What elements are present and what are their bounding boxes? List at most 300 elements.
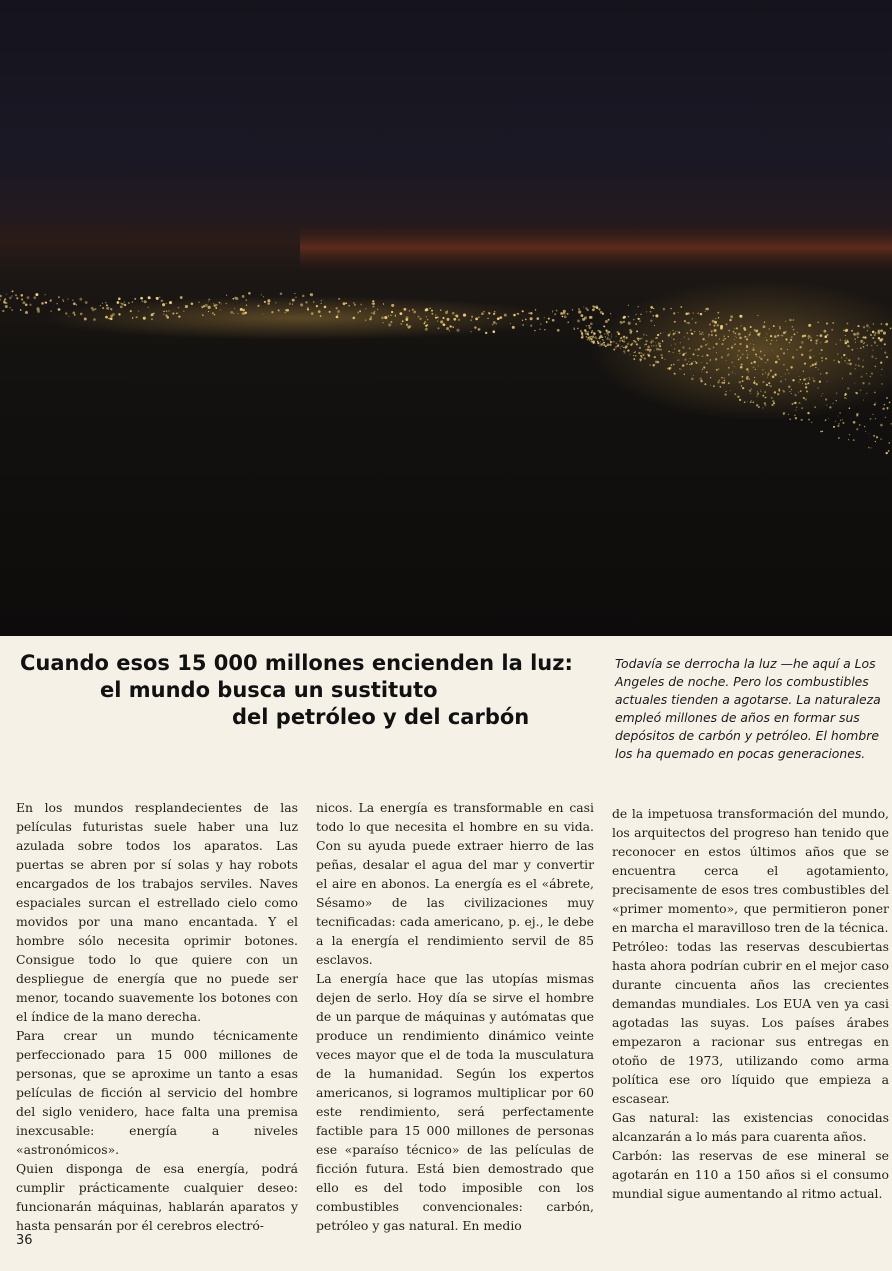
city-light	[552, 310, 553, 311]
city-light	[773, 325, 775, 327]
city-light	[72, 311, 75, 314]
city-light	[826, 405, 827, 406]
city-light	[739, 343, 741, 345]
city-light	[843, 330, 845, 332]
city-light	[136, 316, 138, 318]
city-light	[405, 318, 408, 321]
city-light	[753, 347, 754, 348]
city-light	[838, 437, 840, 439]
city-light	[738, 350, 740, 352]
city-light	[130, 310, 132, 312]
city-light	[544, 317, 545, 318]
city-light	[844, 360, 845, 361]
city-light	[84, 318, 87, 321]
city-light	[639, 338, 641, 340]
city-light	[805, 383, 807, 385]
city-light	[815, 340, 817, 342]
city-light	[12, 290, 14, 292]
city-light	[11, 295, 12, 296]
city-light	[395, 315, 396, 316]
city-light	[758, 406, 760, 408]
city-light	[443, 323, 445, 325]
city-light	[758, 382, 759, 383]
city-light	[703, 334, 704, 335]
city-light	[230, 311, 233, 314]
city-light	[455, 315, 458, 318]
city-light	[789, 319, 791, 321]
city-light	[888, 450, 890, 452]
city-light	[21, 298, 23, 300]
city-light	[660, 333, 661, 334]
city-light	[789, 391, 790, 392]
city-light	[214, 314, 216, 316]
city-light	[793, 319, 795, 321]
city-light	[862, 359, 863, 360]
city-light	[647, 346, 650, 349]
city-light	[822, 393, 823, 394]
city-light	[638, 306, 639, 307]
city-light	[621, 346, 622, 347]
city-light	[768, 382, 770, 384]
city-light	[106, 304, 108, 306]
city-light	[627, 349, 629, 351]
city-light	[11, 309, 13, 311]
city-light	[737, 355, 739, 357]
city-light	[748, 371, 749, 372]
city-light	[617, 345, 619, 347]
city-light	[452, 312, 455, 315]
city-light	[639, 359, 641, 361]
city-light	[336, 307, 338, 309]
city-light	[855, 364, 857, 366]
city-light	[591, 330, 593, 332]
city-light	[124, 304, 126, 306]
city-light	[705, 340, 706, 341]
city-light	[310, 293, 313, 296]
city-light	[5, 305, 8, 308]
city-light	[588, 334, 589, 335]
city-light	[760, 358, 762, 360]
paragraph: de la impetuosa transformación del mundo, los arquitectos del progreso han tenido que reconocer en estos últimos años que se encuentra cerca el agotamiento, precisamente de esos tres combustibles del «primer momento», que permitieron poner en marcha el maravilloso tren de la técnica.	[612, 806, 889, 935]
city-light	[620, 321, 623, 324]
city-light	[846, 398, 847, 399]
city-light	[777, 393, 779, 395]
city-light	[600, 331, 602, 333]
city-light	[437, 327, 439, 329]
city-light	[878, 338, 880, 340]
city-light	[605, 346, 606, 347]
city-light	[770, 397, 772, 399]
city-light	[653, 345, 655, 347]
city-light	[673, 339, 675, 341]
city-light	[768, 372, 770, 374]
city-light	[884, 343, 886, 345]
city-light	[810, 337, 811, 338]
city-light	[774, 391, 776, 393]
city-light	[700, 313, 702, 315]
city-light	[372, 300, 374, 302]
city-light	[742, 380, 744, 382]
city-light	[435, 315, 436, 316]
city-light	[794, 402, 796, 404]
city-light	[734, 336, 735, 337]
city-light	[691, 378, 694, 381]
city-light	[525, 319, 527, 321]
city-light	[796, 406, 798, 408]
city-light	[695, 362, 697, 364]
city-light	[728, 367, 730, 369]
city-light	[144, 300, 147, 303]
city-light	[686, 332, 688, 334]
city-light	[779, 327, 781, 329]
city-light	[746, 357, 748, 359]
city-light	[872, 331, 875, 334]
city-light	[580, 330, 582, 332]
city-light	[862, 366, 864, 368]
city-light	[703, 366, 705, 368]
city-light	[693, 361, 694, 362]
city-light	[381, 316, 384, 319]
city-light	[766, 340, 767, 341]
city-light	[679, 368, 680, 369]
city-light	[728, 330, 730, 332]
city-light	[750, 343, 751, 344]
city-light	[242, 309, 245, 312]
city-light	[872, 337, 874, 339]
city-light	[857, 348, 858, 349]
city-light	[875, 332, 877, 334]
city-light	[584, 316, 587, 319]
city-light	[813, 380, 816, 383]
city-light	[205, 304, 208, 307]
city-light	[0, 295, 2, 298]
city-light	[759, 332, 761, 334]
city-light	[132, 318, 133, 319]
city-light	[219, 302, 221, 304]
city-light	[743, 327, 745, 329]
city-light	[546, 321, 548, 323]
city-light	[720, 386, 721, 387]
city-light	[607, 332, 610, 335]
city-light	[861, 376, 863, 378]
city-light	[694, 331, 695, 332]
city-light	[774, 335, 777, 338]
city-light	[25, 311, 28, 314]
city-light	[874, 392, 876, 394]
city-light	[313, 301, 314, 302]
city-light	[739, 381, 741, 383]
city-light	[851, 330, 853, 332]
city-light	[660, 349, 662, 351]
city-light	[307, 307, 308, 308]
city-light	[860, 389, 862, 391]
city-light	[662, 341, 664, 343]
city-light	[481, 312, 484, 315]
city-light	[817, 322, 819, 324]
city-light	[68, 316, 69, 317]
city-light	[124, 301, 125, 302]
city-light	[708, 336, 709, 337]
city-light	[623, 341, 625, 343]
city-light	[807, 382, 809, 384]
city-light	[20, 309, 22, 311]
city-light	[370, 316, 372, 318]
city-light	[808, 335, 811, 338]
city-light	[855, 342, 856, 343]
city-light	[751, 400, 753, 402]
city-light	[794, 333, 796, 335]
city-light	[688, 361, 689, 362]
city-light	[497, 317, 500, 320]
city-light	[839, 412, 841, 414]
city-light	[653, 340, 655, 342]
city-light	[100, 305, 101, 306]
city-light	[813, 356, 814, 357]
city-light	[646, 311, 647, 312]
city-light	[730, 390, 731, 391]
city-light	[711, 334, 713, 336]
city-light	[874, 341, 876, 343]
city-light	[594, 333, 596, 335]
city-light	[667, 334, 670, 337]
city-light	[278, 309, 280, 311]
city-light	[889, 402, 891, 404]
city-light	[168, 310, 170, 312]
city-light	[749, 334, 751, 336]
city-light	[772, 350, 773, 351]
city-light	[749, 390, 751, 392]
city-light	[589, 340, 590, 341]
city-light	[623, 321, 625, 323]
city-light	[148, 296, 151, 299]
city-light	[672, 333, 674, 335]
city-light	[556, 310, 558, 312]
city-light	[739, 315, 742, 318]
city-light	[865, 431, 866, 432]
city-light	[871, 345, 873, 347]
city-light	[695, 361, 696, 362]
city-light	[779, 390, 781, 392]
city-light	[716, 369, 718, 371]
city-light	[838, 423, 840, 425]
city-light	[757, 315, 758, 316]
city-light	[650, 311, 652, 313]
city-light	[682, 346, 684, 348]
city-light	[406, 324, 408, 326]
city-light	[809, 356, 812, 359]
city-light	[655, 361, 658, 364]
city-light	[687, 322, 690, 325]
city-light	[656, 337, 657, 338]
city-light	[734, 343, 736, 345]
city-light	[792, 379, 794, 381]
city-light	[693, 375, 694, 376]
city-light	[102, 303, 103, 304]
city-light	[802, 335, 804, 337]
city-light	[110, 318, 113, 321]
city-light	[869, 327, 870, 328]
city-light	[877, 345, 878, 346]
city-light	[802, 383, 803, 384]
city-light	[353, 302, 355, 304]
city-light	[35, 293, 38, 296]
city-light	[6, 294, 7, 295]
city-light	[717, 381, 719, 383]
city-light	[862, 382, 864, 384]
city-light	[692, 318, 693, 319]
city-light	[311, 312, 314, 315]
city-light	[557, 329, 560, 332]
city-light	[729, 319, 731, 321]
city-light	[837, 353, 839, 355]
city-light	[693, 312, 694, 313]
city-light	[786, 369, 787, 370]
city-light	[633, 355, 634, 356]
city-light	[645, 340, 647, 342]
city-light	[708, 348, 709, 349]
city-light	[723, 382, 725, 384]
city-light	[827, 381, 828, 382]
city-light	[578, 308, 580, 310]
city-light	[587, 339, 588, 340]
city-light	[620, 338, 621, 339]
city-light	[105, 302, 107, 304]
paragraph: La energía hace que las utopías mismas dejen de serlo. Hoy día se sirve el hombre de un parque de máquinas y autómatas que produce un rendimiento dinámico veinte veces mayor que el de toda la musculatura de la humanidad. Según los expertos americanos, si logramos multiplicar por 60 este rendimiento, será perfectamente factible para 15 000 millones de personas ese «paraíso técnico» de las películas de ficción futura. Está bien demostrado que ello es del todo imposible con los combustibles convencionales: carbón, petróleo y gas natural. En medio	[316, 971, 594, 1233]
city-light	[776, 331, 777, 332]
city-light	[798, 392, 799, 393]
city-light	[855, 368, 856, 369]
city-light	[536, 317, 539, 320]
city-light	[590, 322, 593, 325]
city-light	[242, 295, 245, 298]
city-light	[590, 338, 592, 340]
city-light	[608, 319, 610, 321]
city-light	[499, 316, 502, 319]
city-light	[721, 356, 723, 358]
city-light	[539, 328, 540, 329]
city-light	[67, 298, 68, 299]
city-light	[513, 314, 516, 317]
city-light	[753, 361, 755, 363]
city-light	[789, 418, 791, 420]
paragraph: Gas natural: las existencias conocidas alcanzarán a lo más para cuarenta años.	[612, 1110, 889, 1144]
city-light	[159, 297, 160, 298]
city-light	[117, 301, 120, 304]
city-light	[447, 318, 450, 321]
city-light	[617, 331, 619, 333]
city-light	[638, 352, 640, 354]
city-light	[791, 336, 793, 338]
city-light	[825, 358, 827, 360]
city-light	[854, 383, 855, 384]
city-light	[166, 303, 167, 304]
city-light	[840, 420, 841, 421]
city-light	[535, 309, 536, 310]
city-light	[772, 376, 775, 379]
city-light	[801, 354, 803, 356]
city-light	[581, 336, 583, 338]
city-light	[714, 329, 717, 332]
city-light	[763, 354, 765, 356]
city-light	[233, 298, 235, 300]
city-light	[679, 353, 680, 354]
city-light	[132, 317, 133, 318]
city-light	[686, 322, 688, 324]
city-light	[820, 334, 823, 337]
city-light	[528, 312, 530, 314]
city-light	[706, 354, 708, 356]
city-light	[856, 392, 858, 394]
city-light	[271, 311, 273, 313]
city-light	[795, 417, 797, 419]
city-light	[628, 316, 629, 317]
city-light	[856, 428, 858, 430]
city-light	[734, 366, 735, 367]
city-light	[292, 304, 293, 305]
city-light	[717, 312, 719, 314]
city-light	[741, 325, 742, 326]
city-light	[795, 410, 796, 411]
city-light	[798, 402, 800, 404]
city-light	[717, 324, 719, 326]
city-light	[880, 375, 881, 376]
city-light	[820, 373, 822, 375]
city-light	[631, 342, 633, 344]
city-light	[577, 328, 579, 330]
city-light	[785, 373, 786, 374]
city-light	[778, 388, 780, 390]
city-light	[691, 333, 692, 334]
city-light	[607, 343, 610, 346]
city-light	[390, 321, 392, 323]
paragraph: Quien disponga de esa energía, podrá cumplir prácticamente cualquier deseo: funcionarán máquinas, hablarán aparatos y hasta pensarán por él cerebros electró-	[16, 1161, 298, 1233]
city-light	[814, 363, 816, 365]
city-light	[868, 383, 870, 385]
city-light	[58, 296, 60, 298]
city-light	[681, 369, 682, 370]
city-light	[864, 336, 866, 338]
city-light	[733, 345, 734, 346]
city-light	[677, 331, 678, 332]
city-light	[856, 413, 859, 416]
headline-line-3: del petróleo y del carbón	[232, 705, 530, 729]
city-light	[801, 419, 803, 421]
city-light	[583, 306, 584, 307]
city-light	[803, 371, 804, 372]
city-light	[875, 441, 876, 442]
city-light	[853, 333, 856, 336]
city-light	[764, 391, 766, 393]
city-light	[792, 356, 795, 359]
city-light	[15, 294, 17, 296]
city-light	[562, 316, 564, 318]
city-light	[581, 334, 583, 336]
city-light	[821, 431, 822, 432]
city-light	[725, 323, 727, 325]
city-light	[740, 356, 742, 358]
city-light	[162, 303, 165, 306]
city-light	[567, 321, 568, 322]
city-light	[493, 321, 496, 324]
city-light	[746, 338, 748, 340]
paragraph: Petróleo: todas las reservas descubiertas hasta ahora podrían cubrir en el mejor caso durante cincuenta años las crecientes demandas mundiales. Los EUA ven ya casi agotadas las suyas. Los países árabes empezaron a racionar sus entregas en otoño de 1973, utilizando como arma política ese oro líquido que empieza a escasear.	[612, 939, 889, 1106]
paragraph: En los mundos resplandecientes de las películas futuristas suele haber una luz azulada sobre todos los aparatos. Las puertas se abren por sí solas y hay robots encargados de los trabajos serviles. Naves espaciales surcan el estrellado cielo como movidos por una mano encantada. Y el hombre sólo necesita oprimir botones. Consigue todo lo que quiere con un despliegue de energía que no puede ser menor, tocando suavemente los botones con el índice de la mano derecha.	[16, 800, 298, 1024]
city-light	[856, 332, 859, 335]
city-light	[849, 434, 850, 435]
city-light	[724, 338, 725, 339]
paragraph: Carbón: las reservas de ese mineral se agotarán en 110 a 150 años si el consumo mundial sigue aumentando al ritmo actual.	[612, 1148, 889, 1201]
city-light	[885, 417, 887, 419]
